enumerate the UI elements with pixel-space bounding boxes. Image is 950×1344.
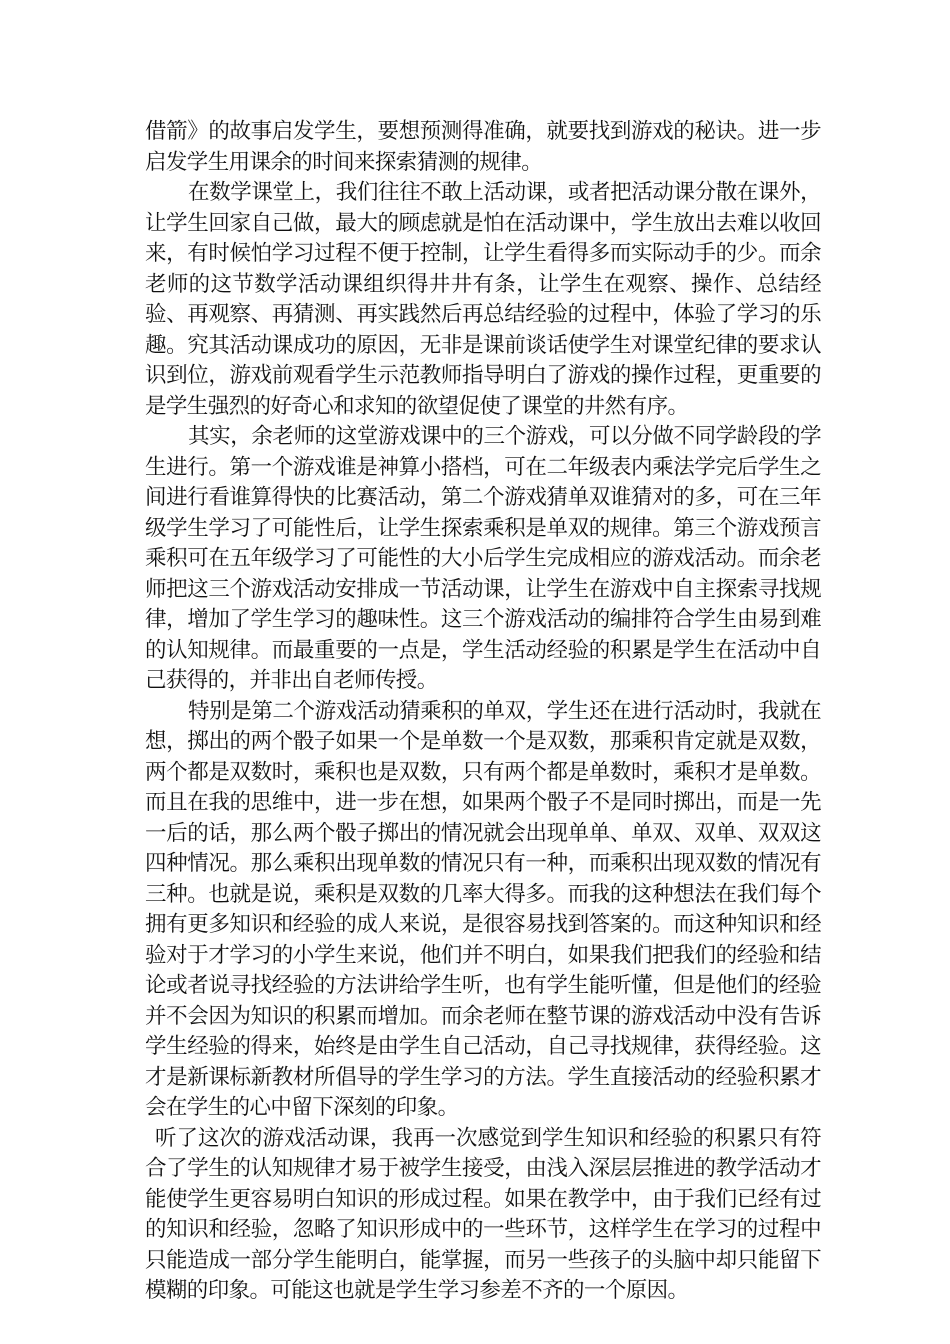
document-body [145,117,821,1307]
paragraph-conclusion: 听了这次的游戏活动课，我再一次感觉到学生知识和经验的积累只有符合了学生的认知规律才易于被学生接受，由浅入深层层推进的教学活动才能使学生更容易明白知识的形成过程。如果在教学中，由于我们已经有过的知识和经验，忽略了知识形成中的一些环节，这样学生在学习的过程中只能造成一部分学生能明白，能掌握，而另一些孩子的头脑中却只能留下模糊的印象。可能这也就是学生学习参差不齐的一个原因。 [145,1125,821,1303]
paragraph-odd-even-game: 特别是第二个游戏活动猜乘积的单双，学生还在进行活动时，我就在想，掷出的两个骰子如果一个是单数一个是双数，那乘积肯定就是双数，两个都是双数时，乘积也是双数，只有两个都是单数时，乘积才是单数。而且在我的思维中，进一步在想，如果两个骰子不是同时掷出，而是一先一后的话，那么两个骰子掷出的情况就会出现单单、单双、双单、双双这四种情况。那么乘积出现单数的情况只有一种，而乘积出现双数的情况有三种。也就是说，乘积是双数的几率大得多。而我的这种想法在我们每个拥有更多知识和经验的成人来说，是很容易找到答案的。而这种知识和经验对于才学习的小学生来说，他们并不明白，如果我们把我们的经验和结论或者说寻找经验的方法讲给学生听，也有学生能听懂，但是他们的经验并不会因为知识的积累而增加。而余老师在整节课的游戏活动中没有告诉学生经验的得来，始终是由学生自己活动，自己寻找规律，获得经验。这才是新课标新教材所倡导的学生学习的方法。学生直接活动的经验积累才会在学生的心中留下深刻的印象。 [145,698,821,1120]
paragraph-continuation: 借箭》的故事启发学生，要想预测得准确，就要找到游戏的秘诀。进一步启发学生用课余的时间来探索猜测的规律。 [145,119,821,175]
paragraph-three-games: 其实，余老师的这堂游戏课中的三个游戏，可以分做不同学龄段的学生进行。第一个游戏谁是神算小搭档，可在二年级表内乘法学完后学生之间进行看谁算得快的比赛活动，第二个游戏猜单双谁猜对的多，可在三年级学生学习了可能性后，让学生探索乘积是单双的规律。第三个游戏预言乘积可在五年级学习了可能性的大小后学生完成相应的游戏活动。而余老师把这三个游戏活动安排成一节活动课，让学生在游戏中自主探索寻找规律，增加了学生学习的趣味性。这三个游戏活动的编排符合学生由易到难的认知规律。而最重要的一点是，学生活动经验的积累是学生在活动中自己获得的，并非出自老师传授。 [145,424,821,693]
paragraph-activity-class: 在数学课堂上，我们往往不敢上活动课，或者把活动课分散在课外，让学生回家自己做，最大的顾虑就是怕在活动课中，学生放出去难以收回来，有时候怕学习过程不便于控制，让学生看得多而实际动手的少。而余老师的这节数学活动课组织得井井有条，让学生在观察、操作、总结经验、再观察、再猜测、再实践然后再总结经验的过程中，体验了学习的乐趣。究其活动课成功的原因，无非是课前谈话使学生对课堂纪律的要求认识到位，游戏前观看学生示范教师指导明白了游戏的操作过程，更重要的是学生强烈的好奇心和求知的欲望促使了课堂的井然有序。 [145,180,821,419]
